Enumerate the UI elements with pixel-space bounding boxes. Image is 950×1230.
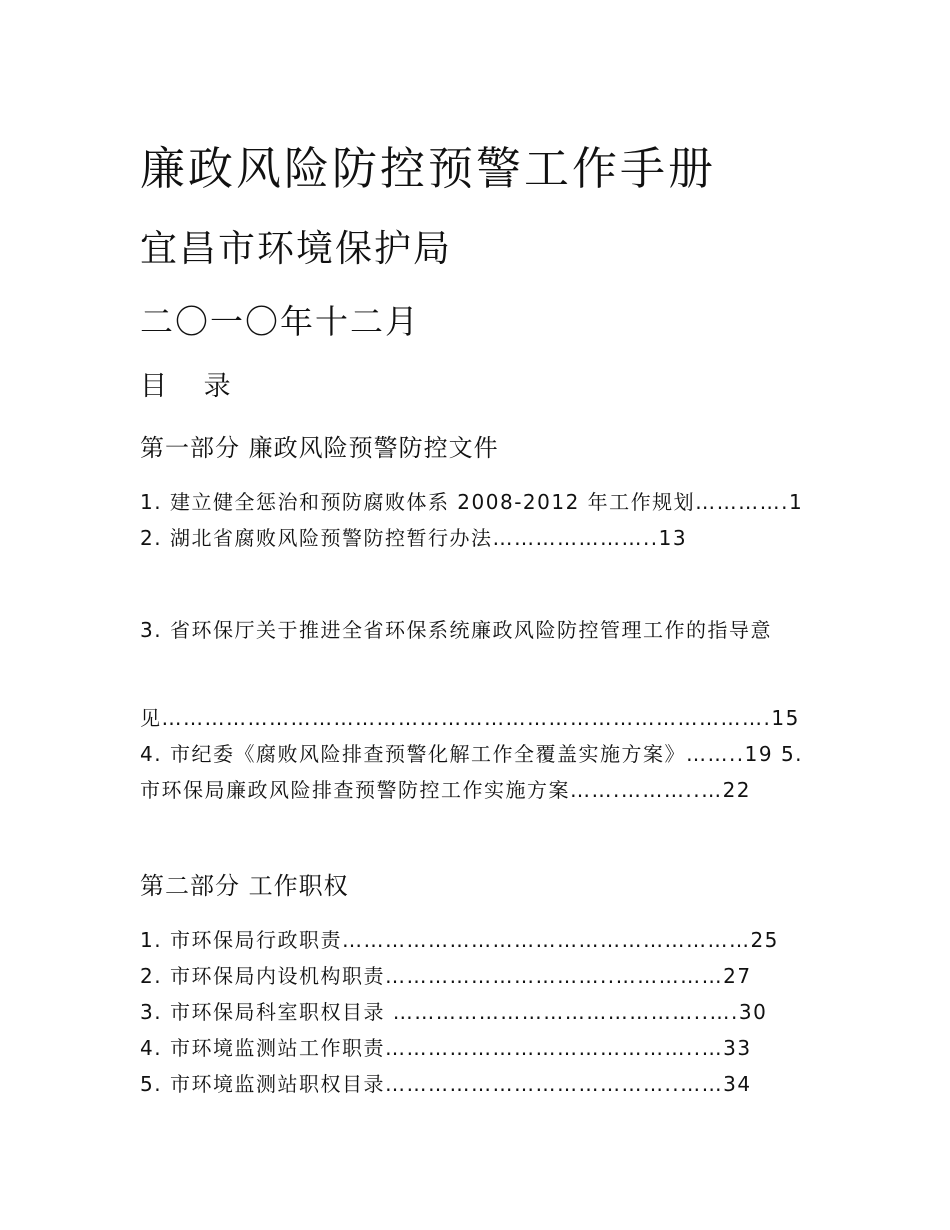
part1-heading: 第一部分 廉政风险预警防控文件 [140,434,499,462]
toc-entry: 5. 市环境监测站职权目录…………………………………..……34 [140,1072,752,1096]
toc-entry: 4. 市环境监测站工作职责……………………………………..…33 [140,1036,752,1060]
toc-entry: 3. 市环保局科室职权目录 ……………………………………..….30 [140,1000,768,1024]
toc-entry: 2. 市环保局内设机构职责…………………………..……………27 [140,964,752,988]
part1-toc-paragraph-3: 见………………………………………………………………………….15 4. 市纪委《腐败风险排查预警化解工作全覆盖实施方案》……..19 5. 市环保局廉政风险排查预警防控工作实施方案…….………..…22 [140,706,804,802]
toc-entry: 1. 市环保局行政职责…………………………………………………25 [140,928,779,952]
document-date: 二〇一〇年十二月 [140,302,420,341]
part1-toc-paragraph-2: 3. 省环保厅关于推进全省环保系统廉政风险防控管理工作的指导意 [140,618,772,642]
document-title: 廉政风险防控预警工作手册 [140,142,717,195]
organization-name: 宜昌市环境保护局 [140,227,452,270]
part1-toc-paragraph-1: 1. 建立健全惩治和预防腐败体系 2008-2012 年工作规划………….1 2. 湖北省腐败风险预警防控暂行办法…………………..13 [140,490,804,550]
toc-heading: 目 录 [140,371,245,402]
part2-heading: 第二部分 工作职权 [140,872,349,900]
